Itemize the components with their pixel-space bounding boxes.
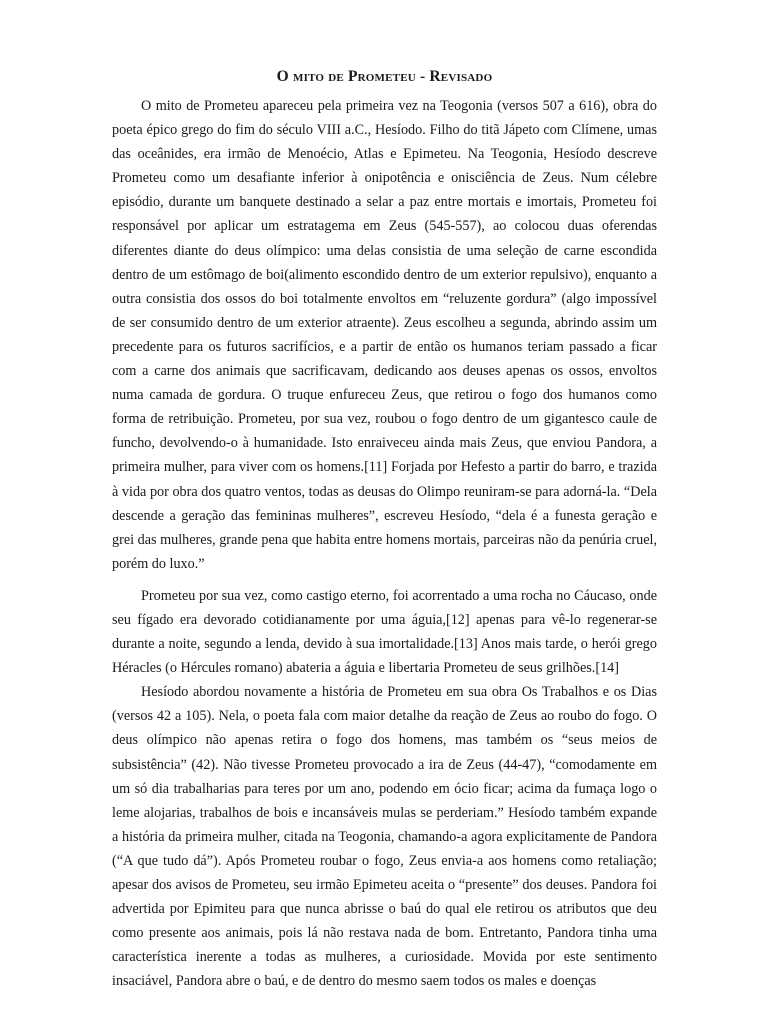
document-title: O mito de Prometeu - Revisado (276, 68, 493, 85)
document-page (112, 66, 657, 993)
paragraph-1: O mito de Prometeu apareceu pela primeira vez na Teogonia (versos 507 a 616), obra do poeta épico grego do fim do século VIII a.C., Hesíodo. Filho do titã Jápeto com Clímene, umas das oceânides, era irmão de Menoécio, Atlas e Epimeteu. Na Teogonia, Hesíodo descreve Prometeu como um desafiante inferior à onipotência e onisciência de Zeus. Num célebre episódio, durante um banquete destinado a selar a paz entre mortais e imortais, Prometeu foi responsável por aplicar um estratagema em Zeus (545-557), ao colocou duas oferendas diferentes diante do deus olímpico: uma delas consistia de uma seleção de carne escondida dentro de um estômago de boi(alimento escondido dentro de um exterior repulsivo), enquanto a outra consistia dos ossos do boi totalmente envoltos em “reluzente gordura” (algo impossível de ser consumido dentro de um exterior atraente). Zeus escolheu a segunda, abrindo assim um precedente para os futuros sacrifícios, e a partir de então os humanos teriam passado a ficar com a carne dos animais que sacrificavam, dedicando aos deuses apenas os ossos, envoltos numa camada de gordura. O truque enfureceu Zeus, que retirou o fogo dos humanos como forma de retribuição. Prometeu, por sua vez, roubou o fogo dentro de um gigantesco caule de funcho, devolvendo-o à humanidade. Isto enraiveceu ainda mais Zeus, que enviou Pandora, a primeira mulher, para viver com os homens.[11] Forjada por Hefesto a partir do barro, e trazida à vida por obra dos quatro ventos, todas as deusas do Olimpo reuniram-se para adorná-la. “Dela descende a geração das femininas mulheres”, escreveu Hesíodo, “dela é a funesta geração e grei das mulheres, grande pena que habita entre homens mortais, parceiras não da penúria cruel, porém do luxo.” (112, 98, 657, 572)
paragraph-3: Hesíodo abordou novamente a história de Prometeu em sua obra Os Trabalhos e os Dias (versos 42 a 105). Nela, o poeta fala com maior detalhe da reação de Zeus ao roubo do fogo. O deus olímpico não apenas retira o fogo dos homens, mas também os “seus meios de subsistência” (42). Não tivesse Prometeu provocado a ira de Zeus (44-47), “comodamente em um só dia trabalharias para teres por um ano, podendo em ócio ficar; acima da fumaça logo o leme alojarias, trabalhos de bois e incansáveis mulas se perderiam.” Hesíodo também expande a história da primeira mulher, citada na Teogonia, chamando-a agora explicitamente de Pandora (“A que tudo dá”). Após Prometeu roubar o fogo, Zeus envia-a aos homens como retaliação; apesar dos avisos de Prometeu, seu irmão Epimeteu aceita o “presente” dos deuses. Pandora foi advertida por Epimiteu para que nunca abrisse o baú do qual ele retirou os atributos que deu como presente aos animais, pois lá não restava nada de bom. Entretanto, Pandora tinha uma característica inerente a todas as mulheres, a curiosidade. Movida por este sentimento insaciável, Pandora abre o baú, e de dentro do mesmo saem todos os males e doenças (112, 684, 657, 990)
paragraph-2: Prometeu por sua vez, como castigo eterno, foi acorrentado a uma rocha no Cáucaso, onde seu fígado era devorado cotidianamente por uma águia,[12] apenas para vê-lo regenerar-se durante a noite, segundo a lenda, devido à sua imortalidade.[13] Anos mais tarde, o herói grego Héracles (o Hércules romano) abateria a águia e libertaria Prometeu de seus grilhões.[14] (112, 587, 657, 677)
